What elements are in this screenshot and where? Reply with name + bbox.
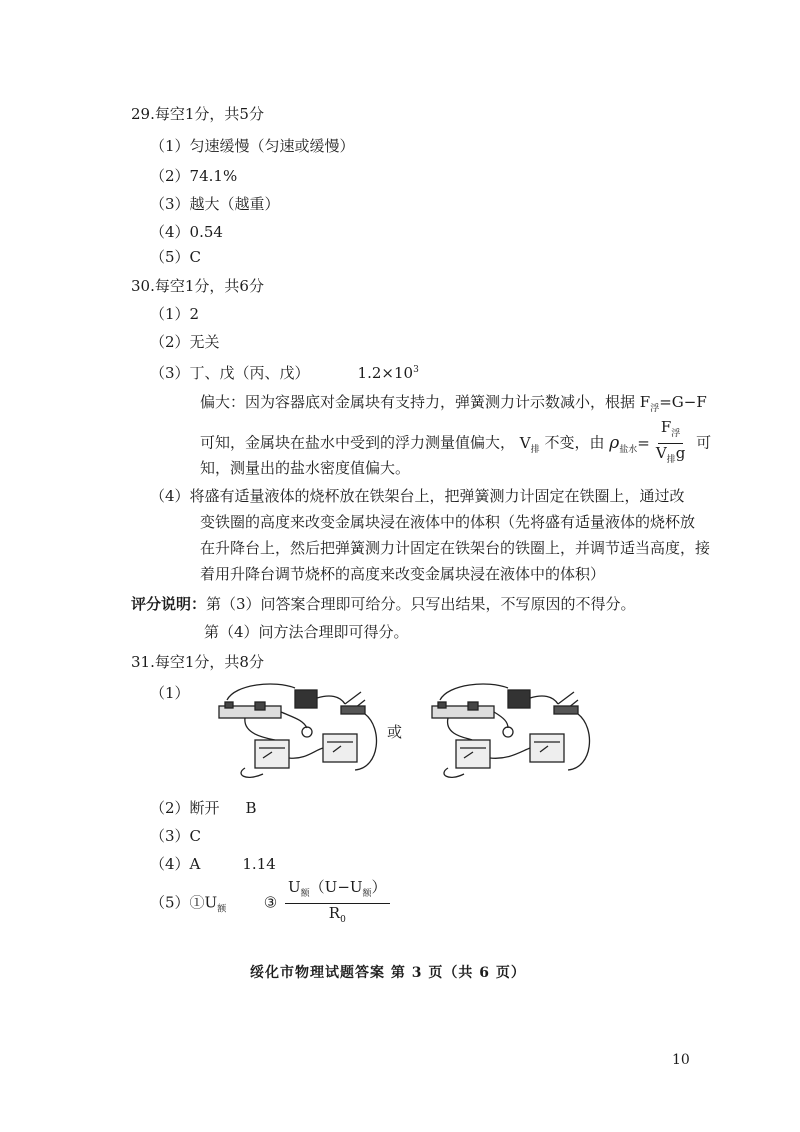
q30-explanation-line-1	[200, 392, 707, 419]
fraction-denominator	[653, 444, 688, 469]
density-value: 1.2×10	[357, 364, 414, 382]
volume-symbol	[519, 433, 540, 455]
symbol-F: F	[639, 393, 651, 411]
or-label: 或	[387, 723, 403, 741]
page-footer: 绥化市物理试题答案 第 3 页（共 6 页）	[250, 965, 526, 981]
q29-item-4: （4）0.54	[150, 223, 223, 241]
q31-item-4-value: 1.14	[242, 855, 276, 873]
q31-item-4	[150, 854, 276, 874]
den-R: R	[328, 904, 341, 922]
circuit-diagram-b	[428, 678, 600, 788]
circled-three: ③	[263, 893, 278, 912]
q30-item-4-line-2: 变铁圈的高度来改变金属块浸在液体中的体积（先将盛有适量液体的烧杯放	[200, 513, 696, 531]
scoring-label: 评分说明：	[131, 595, 207, 613]
q30-item-3-label: （3）丁、戊（丙、戊）	[150, 364, 310, 382]
q30-item-2: （2）无关	[150, 333, 220, 351]
q30-item-4-line-3: 在升降台上，然后把弹簧测力计固定在铁架台的铁圈上，并调节适当高度，接	[200, 539, 711, 557]
explanation-text-1: 偏大：因为容器底对金属块有支持力，弹簧测力计示数减小，根据	[200, 393, 636, 411]
num-paren-open: （U−U	[309, 878, 363, 896]
density-formula	[609, 418, 691, 465]
num-sub: 浮	[671, 429, 681, 439]
equals-sign: =	[637, 433, 650, 452]
q30-item-4-line-1: （4）将盛有适量液体的烧杯放在铁架台上，把弹簧测力计固定在铁圈上，通过改	[150, 487, 685, 505]
den-sub-zero: 0	[340, 915, 346, 925]
q31-item-3: （3）C	[150, 827, 202, 845]
power-denominator	[326, 904, 349, 929]
power-fraction	[285, 878, 390, 929]
q29-title: 29.每空1分，共5分	[131, 105, 264, 123]
page-number: 10	[672, 1052, 690, 1068]
power-numerator	[285, 878, 390, 904]
q30-item-4-line-4: 着用升降台调节烧杯的高度来改变金属块浸在液体中的体积）	[200, 565, 606, 583]
explanation-text-2a: 可知，金属块在盐水中受到的浮力测量值偏大，	[200, 433, 516, 452]
den-g: g	[675, 444, 686, 462]
subscript-brine: 盐水	[619, 444, 638, 455]
q31-item-2-label: （2）断开	[150, 799, 220, 817]
explanation-text-2b: 不变，由	[544, 433, 605, 452]
q30-explanation-line-3: 知，测量出的盐水密度值偏大。	[200, 459, 411, 477]
q30-item-3	[150, 360, 419, 383]
num-U: U	[288, 878, 301, 896]
num-F: F	[660, 418, 672, 436]
num-paren-close: ）	[371, 878, 387, 896]
num-sub-rated: 额	[300, 889, 310, 899]
density-exponent: 3	[413, 365, 419, 375]
q29-item-5: （5）C	[150, 248, 202, 266]
density-fraction	[653, 418, 688, 469]
q30-title: 30.每空1分，共6分	[131, 277, 264, 295]
formula-tail: =G−F	[659, 393, 707, 411]
scoring-text-1: 第（3）问答案合理即可给分。只写出结果，不写原因的不得分。	[206, 595, 636, 613]
q31-item-1: （1）	[150, 684, 190, 702]
q30-item-1: （1）2	[150, 305, 200, 323]
buoyancy-formula	[639, 393, 707, 414]
symbol-V: V	[519, 433, 531, 452]
subscript-rated-1: 额	[217, 904, 227, 915]
q31-title: 31.每空1分，共8分	[131, 653, 264, 671]
q29-item-1: （1）匀速缓慢（匀速或缓慢）	[150, 137, 355, 155]
den-V: V	[655, 444, 667, 462]
circuit-diagram-a	[215, 678, 387, 788]
subscript-fu: 浮	[650, 404, 660, 414]
q31-item-5-label: （5）①U	[150, 893, 218, 912]
q29-item-2: （2）74.1%	[150, 167, 238, 185]
num-sub-rated-2: 额	[362, 889, 372, 899]
den-sub: 排	[666, 455, 676, 465]
fraction-numerator	[658, 418, 683, 444]
q31-item-2	[150, 798, 257, 818]
scoring-note-2: 第（4）问方法合理即可得分。	[204, 623, 409, 641]
q31-item-4-label: （4）A	[150, 855, 201, 873]
q29-item-3: （3）越大（越重）	[150, 195, 280, 213]
q31-item-5	[150, 878, 393, 932]
subscript-pai: 排	[530, 444, 540, 455]
symbol-rho: ρ	[609, 432, 620, 453]
q31-item-2-value: B	[245, 799, 257, 817]
explanation-text-2c: 可	[696, 433, 712, 452]
scoring-note-1	[131, 594, 636, 614]
